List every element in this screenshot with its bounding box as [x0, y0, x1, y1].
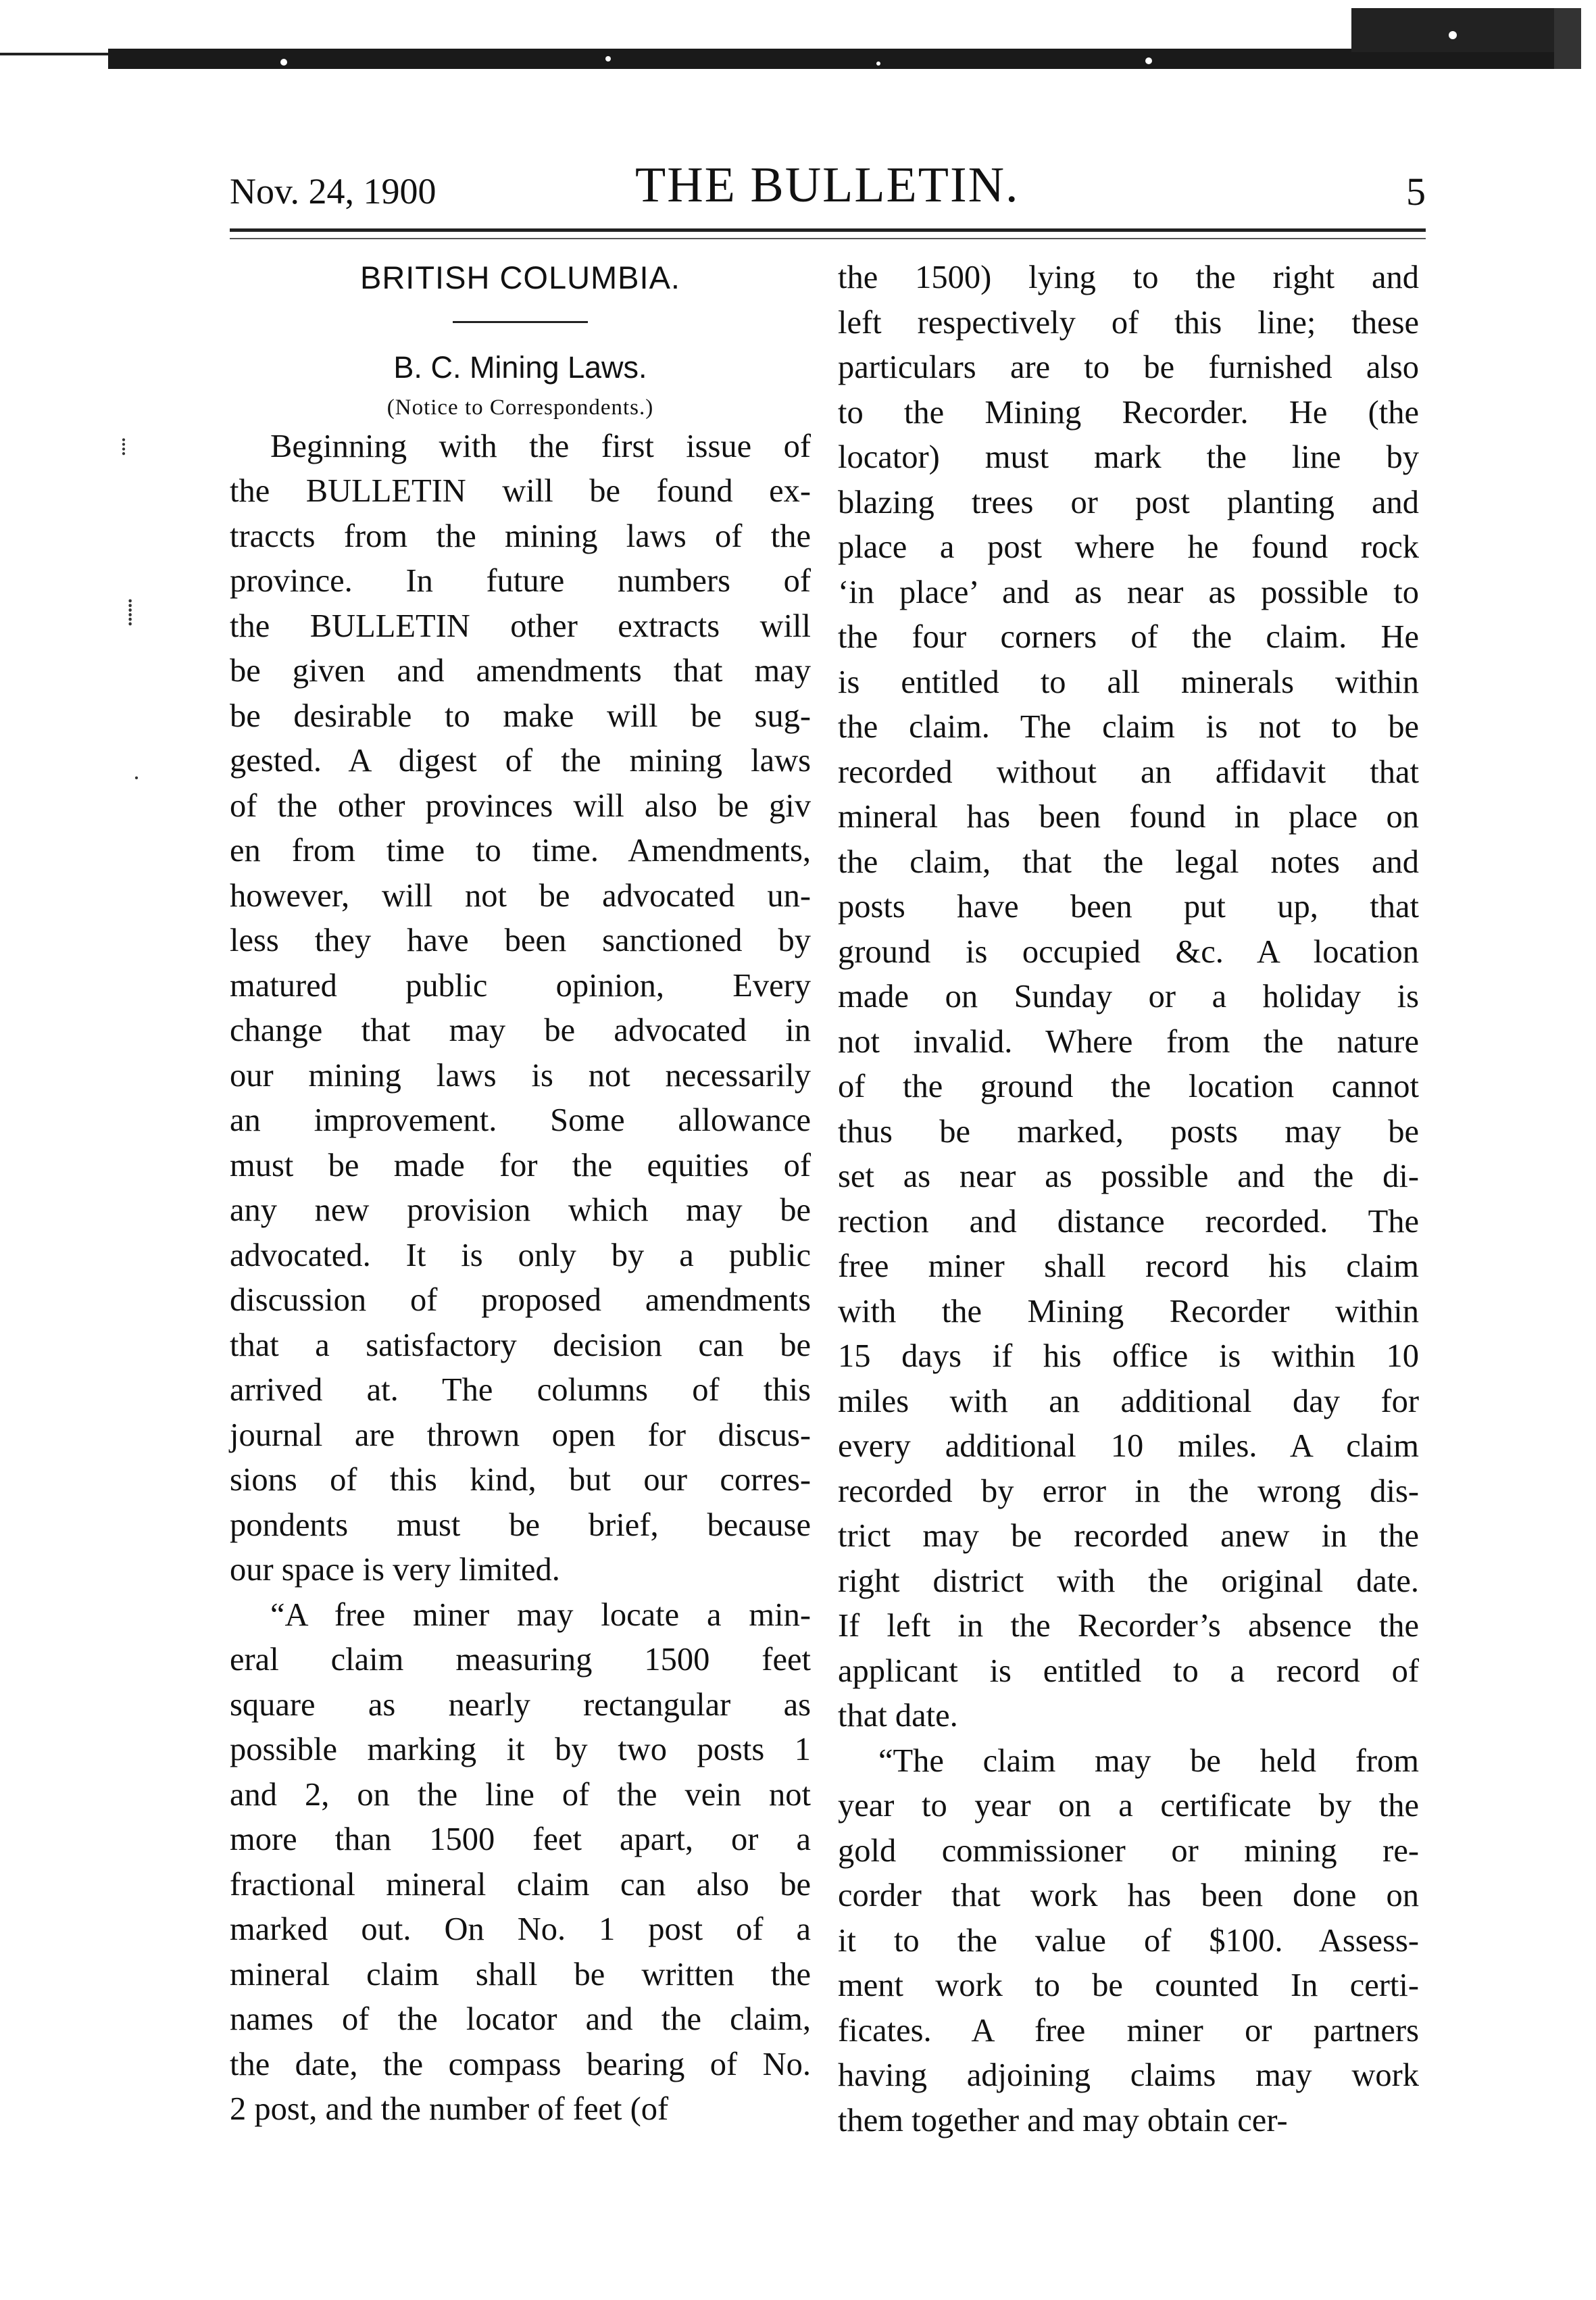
- text-line: change that may be advocated in: [230, 1012, 811, 1048]
- text-line: recorded without an affidavit that: [838, 754, 1419, 790]
- text-line: having adjoining claims may work: [838, 2057, 1419, 2093]
- text-line: Beginning with the first issue of: [270, 428, 811, 464]
- text-line: ‘in place’ and as near as possible to: [838, 574, 1419, 610]
- text-line: every additional 10 miles. A claim: [838, 1428, 1419, 1464]
- margin-mark: ⸽: [127, 599, 134, 626]
- text-line: corder that work has been done on: [838, 1878, 1419, 1913]
- text-line: marked out. On No. 1 post of a: [230, 1911, 811, 1947]
- page-header: [230, 157, 1426, 218]
- text-line: the BULLETIN will be found ex-: [230, 473, 811, 509]
- text-line: free miner shall record his claim: [838, 1248, 1419, 1284]
- text-line: eral claim measuring 1500 feet: [230, 1642, 811, 1678]
- text-line: mineral claim shall be written the: [230, 1956, 811, 1992]
- text-line: rection and distance recorded. The: [838, 1203, 1419, 1240]
- text-line: however, will not be advocated un-: [230, 877, 811, 914]
- header-rule: [230, 228, 1426, 232]
- text-line: thus be marked, posts may be: [838, 1113, 1419, 1150]
- left-column: [230, 255, 811, 2132]
- text-line: the 1500) lying to the right and: [838, 260, 1419, 295]
- publication-title: THE BULLETIN.: [635, 157, 1020, 213]
- text-line: an improvement. Some allowance: [230, 1102, 811, 1138]
- text-line: sions of this kind, but our corres-: [230, 1462, 811, 1498]
- text-line: must be made for the equities of: [230, 1147, 811, 1183]
- left-column-body: [230, 424, 811, 2132]
- text-line: with the Mining Recorder within: [838, 1293, 1419, 1329]
- text-line: any new provision which may be: [230, 1192, 811, 1228]
- text-line: recorded by error in the wrong dis-: [838, 1473, 1419, 1509]
- text-line: the BULLETIN other extracts will: [230, 608, 811, 644]
- text-line: locator) must mark the line by: [838, 439, 1419, 475]
- text-line: be given and amendments that may: [230, 653, 811, 689]
- section-heading: BRITISH COLUMBIA.: [359, 260, 680, 295]
- text-line: right district with the original date.: [838, 1563, 1419, 1599]
- text-line: the date, the compass bearing of No.: [230, 2046, 811, 2082]
- scan-edge-artifact: [0, 8, 1596, 69]
- text-line: place a post where he found rock: [838, 529, 1419, 565]
- text-line: 15 days if his office is within 10: [838, 1338, 1419, 1374]
- text-line: particulars are to be furnished also: [838, 349, 1419, 385]
- text-line: arrived at. The columns of this: [230, 1372, 811, 1408]
- text-line: journal are thrown open for discus-: [230, 1417, 811, 1453]
- article-heading: B. C. Mining Laws.: [393, 350, 647, 385]
- text-line: names of the locator and the claim,: [230, 2001, 811, 2037]
- text-line: year to year on a certificate by the: [838, 1788, 1419, 1824]
- text-line: the claim, that the legal notes and: [838, 843, 1419, 880]
- issue-date: Nov. 24, 1900: [230, 171, 437, 212]
- text-line: be desirable to make will be sug-: [230, 698, 811, 734]
- text-line: matured public opinion, Every: [230, 967, 811, 1004]
- text-line: our space is very limited.: [230, 1552, 560, 1588]
- text-line: ment work to be counted In certi-: [838, 1967, 1419, 2003]
- text-line: blazing trees or post planting and: [838, 484, 1419, 520]
- text-line: en from time to time. Amendments,: [230, 833, 811, 868]
- text-line: advocated. It is only by a public: [230, 1237, 811, 1273]
- text-line: applicant is entitled to a record of: [838, 1653, 1419, 1689]
- text-line: If left in the Recorder’s absence the: [838, 1608, 1419, 1644]
- text-line: 2 post, and the number of feet (of: [230, 2091, 669, 2127]
- text-line: that date.: [838, 1698, 958, 1734]
- text-line: them together and may obtain cer-: [838, 2102, 1288, 2138]
- text-line: possible marking it by two posts 1: [230, 1732, 811, 1767]
- text-line: set as near as possible and the di-: [838, 1158, 1419, 1194]
- text-line: trict may be recorded anew in the: [838, 1518, 1419, 1554]
- text-line: the claim. The claim is not to be: [838, 709, 1419, 745]
- right-column: [838, 255, 1419, 2143]
- page-number: 5: [1406, 170, 1426, 214]
- heading-divider: [230, 301, 811, 346]
- right-column-body: [838, 255, 1419, 2143]
- text-line: it to the value of $100. Assess-: [838, 1922, 1419, 1959]
- text-line: of the other provinces will also be giv: [230, 787, 811, 824]
- text-line: is entitled to all minerals within: [838, 664, 1419, 700]
- header-rule-thin: [230, 238, 1426, 239]
- text-line: of the ground the location cannot: [838, 1069, 1419, 1104]
- text-line: pondents must be brief, because: [230, 1507, 811, 1543]
- text-line: traccts from the mining laws of the: [230, 518, 811, 554]
- text-line: more than 1500 feet apart, or a: [230, 1821, 811, 1857]
- text-line: our mining laws is not necessarily: [230, 1057, 811, 1094]
- text-line: that a satisfactory decision can be: [230, 1327, 811, 1363]
- margin-mark: ·: [132, 764, 141, 791]
- text-line: posts have been put up, that: [838, 889, 1419, 925]
- text-line: gested. A digest of the mining laws: [230, 743, 811, 779]
- text-line: mineral has been found in place on: [838, 799, 1419, 835]
- text-line: province. In future numbers of: [230, 563, 811, 599]
- text-line: fractional mineral claim can also be: [230, 1866, 811, 1903]
- text-line: and 2, on the line of the vein not: [230, 1776, 811, 1813]
- text-line: miles with an additional day for: [838, 1383, 1419, 1419]
- text-line: to the Mining Recorder. He (the: [838, 394, 1419, 431]
- text-line: ground is occupied &c. A location: [838, 933, 1419, 970]
- text-line: not invalid. Where from the nature: [838, 1023, 1419, 1060]
- text-line: “A free miner may locate a min-: [270, 1596, 811, 1633]
- text-line: “The claim may be held from: [878, 1742, 1419, 1779]
- text-line: less they have been sanctioned by: [230, 923, 811, 958]
- text-line: the four corners of the claim. He: [838, 619, 1419, 655]
- text-line: discussion of proposed amendments: [230, 1282, 811, 1318]
- text-line: gold commissioner or mining re-: [838, 1832, 1419, 1869]
- article-notice: (Notice to Correspondents.): [386, 395, 654, 420]
- text-line: square as nearly rectangular as: [230, 1686, 811, 1723]
- margin-mark: ⁞: [120, 433, 128, 460]
- text-line: made on Sunday or a holiday is: [838, 979, 1419, 1014]
- text-line: left respectively of this line; these: [838, 304, 1419, 341]
- text-line: ficates. A free miner or partners: [838, 2012, 1419, 2049]
